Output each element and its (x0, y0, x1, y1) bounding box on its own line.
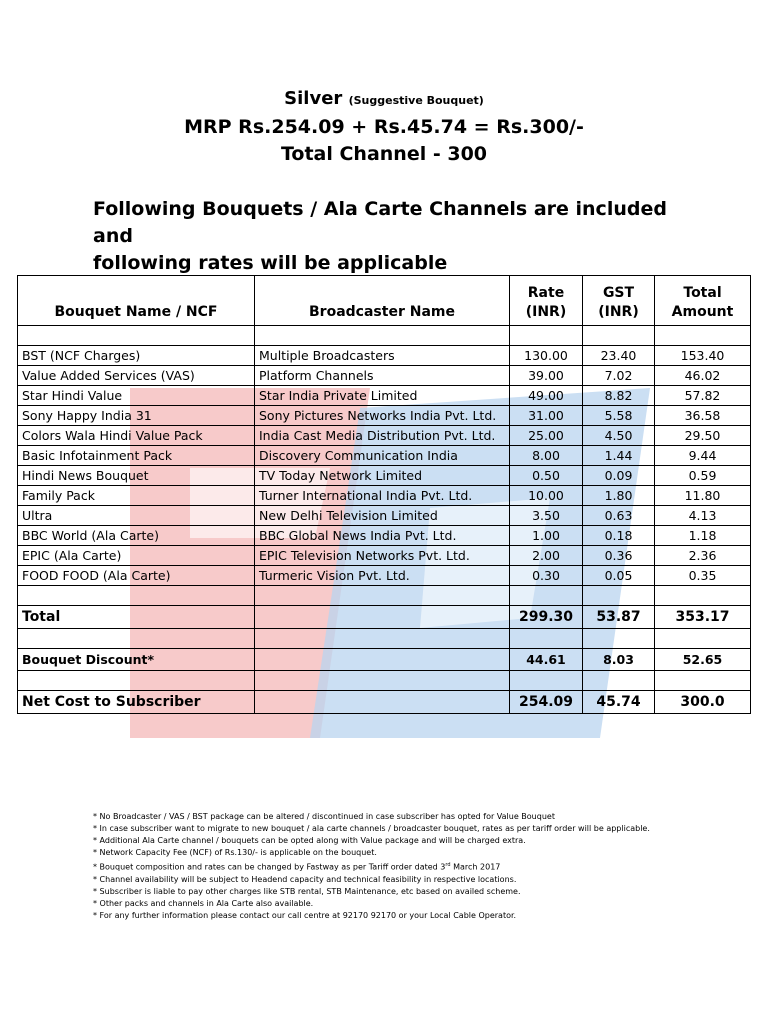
total-row (18, 606, 751, 629)
net-gst: 45.74 (583, 691, 655, 714)
bouquet-name: Family Pack (18, 486, 255, 506)
table-row (18, 446, 751, 466)
rate-value: 130.00 (510, 346, 583, 366)
rate-value: 3.50 (510, 506, 583, 526)
footnote: * No Broadcaster / VAS / BST package can be altered / discontinued in case subscriber has opted for Value Bouquet (93, 812, 555, 821)
net-rate: 254.09 (510, 691, 583, 714)
header-gst-line1: GST (602, 285, 635, 301)
broadcaster-name: BBC Global News India Pvt. Ltd. (255, 526, 510, 546)
table-row (18, 526, 751, 546)
header-gst-line2: (INR) (598, 304, 639, 320)
broadcaster-name: EPIC Television Networks Pvt. Ltd. (255, 546, 510, 566)
rate-value: 8.00 (510, 446, 583, 466)
total-value: 46.02 (655, 366, 751, 386)
broadcaster-name: Multiple Broadcasters (255, 346, 510, 366)
total-value: 36.58 (655, 406, 751, 426)
header-rate-line2: (INR) (525, 304, 567, 320)
total-value: 9.44 (655, 446, 751, 466)
gst-value: 23.40 (583, 346, 655, 366)
intro-line-1: Following Bouquets / Ala Carte Channels are included and (93, 198, 667, 247)
broadcaster-name: TV Today Network Limited (255, 466, 510, 486)
table-header-row (18, 276, 751, 326)
footnote: * Other packs and channels in Ala Carte also available. (93, 898, 314, 908)
total-gst: 53.87 (583, 606, 655, 629)
header-total (655, 276, 751, 326)
spacer-row (18, 629, 751, 649)
discount-row (18, 649, 751, 671)
discount-total: 52.65 (655, 649, 751, 671)
total-label: Total (18, 606, 255, 629)
rate-value: 0.30 (510, 566, 583, 586)
bouquet-name: Sony Happy India 31 (18, 406, 255, 426)
header-broadcaster: Broadcaster Name (255, 276, 510, 326)
net-cost-row (18, 691, 751, 714)
discount-rate: 44.61 (510, 649, 583, 671)
gst-value: 7.02 (583, 366, 655, 386)
footnote-sup: rd (445, 862, 451, 868)
bouquet-name: Star Hindi Value (18, 386, 255, 406)
gst-value: 1.44 (583, 446, 655, 466)
broadcaster-name: India Cast Media Distribution Pvt. Ltd. (255, 426, 510, 446)
total-value: 0.59 (655, 466, 751, 486)
gst-value: 0.09 (583, 466, 655, 486)
footnote: * Network Capacity Fee (NCF) of Rs.130/- is applicable on the bouquet. (93, 848, 377, 857)
bouquet-name: Hindi News Bouquet (18, 466, 255, 486)
table-row (18, 386, 751, 406)
total-value: 1.18 (655, 526, 751, 546)
rate-value: 39.00 (510, 366, 583, 386)
rates-table (17, 275, 751, 714)
table-row (18, 426, 751, 446)
header-total-line2: Amount (671, 304, 734, 320)
plan-name: Silver (284, 88, 343, 109)
bouquet-name: Ultra (18, 506, 255, 526)
footnote-text: * Bouquet composition and rates can be changed by Fastway as per Tariff order dated 3 (93, 862, 446, 872)
total-amount: 353.17 (655, 606, 751, 629)
plan-note: (Suggestive Bouquet) (348, 94, 484, 107)
bouquet-name: FOOD FOOD (Ala Carte) (18, 566, 255, 586)
discount-label: Bouquet Discount* (18, 649, 255, 671)
header-rate-line1: Rate (527, 285, 565, 301)
total-rate: 299.30 (510, 606, 583, 629)
plan-title (0, 88, 768, 109)
gst-value: 0.63 (583, 506, 655, 526)
gst-value: 0.36 (583, 546, 655, 566)
total-value: 29.50 (655, 426, 751, 446)
broadcaster-name: New Delhi Television Limited (255, 506, 510, 526)
table-row (18, 486, 751, 506)
discount-gst: 8.03 (583, 649, 655, 671)
footnote (93, 859, 753, 874)
bouquet-name: BBC World (Ala Carte) (18, 526, 255, 546)
bouquet-name: Value Added Services (VAS) (18, 366, 255, 386)
footnote-text: March 2017 (450, 862, 501, 872)
footnote: * Subscriber is liable to pay other charges like STB rental, STB Maintenance, etc based on availed scheme. (93, 886, 521, 896)
table-row (18, 346, 751, 366)
broadcaster-name: Turmeric Vision Pvt. Ltd. (255, 566, 510, 586)
table-row (18, 466, 751, 486)
bouquet-name: Colors Wala Hindi Value Pack (18, 426, 255, 446)
broadcaster-name: Star India Private Limited (255, 386, 510, 406)
total-value: 57.82 (655, 386, 751, 406)
bouquet-name: Basic Infotainment Pack (18, 446, 255, 466)
rate-value: 31.00 (510, 406, 583, 426)
rate-value: 0.50 (510, 466, 583, 486)
spacer-row (18, 671, 751, 691)
gst-value: 5.58 (583, 406, 655, 426)
gst-value: 8.82 (583, 386, 655, 406)
bouquet-name: BST (NCF Charges) (18, 346, 255, 366)
intro-text (93, 196, 693, 277)
rate-value: 1.00 (510, 526, 583, 546)
total-value: 2.36 (655, 546, 751, 566)
table-row (18, 366, 751, 386)
footnote: * Channel availability will be subject to Headend capacity and technical feasibility in respective locations. (93, 874, 517, 884)
rate-value: 25.00 (510, 426, 583, 446)
footnotes (93, 811, 753, 922)
table-row (18, 566, 751, 586)
table-row (18, 546, 751, 566)
footnote: * In case subscriber want to migrate to new bouquet / ala carte channels / broadcaster bouquet, rates as per tariff order will be applicable. (93, 824, 650, 833)
spacer-row (18, 586, 751, 606)
header-total-line1: Total (683, 285, 722, 301)
gst-value: 1.80 (583, 486, 655, 506)
total-value: 153.40 (655, 346, 751, 366)
header-bouquet: Bouquet Name / NCF (18, 276, 255, 326)
total-value: 4.13 (655, 506, 751, 526)
broadcaster-name: Discovery Communication India (255, 446, 510, 466)
mrp-line: MRP Rs.254.09 + Rs.45.74 = Rs.300/- (184, 116, 584, 138)
spacer-row (18, 326, 751, 346)
total-value: 11.80 (655, 486, 751, 506)
table-row (18, 406, 751, 426)
gst-value: 0.18 (583, 526, 655, 546)
gst-value: 0.05 (583, 566, 655, 586)
header-rate (510, 276, 583, 326)
net-total: 300.0 (655, 691, 751, 714)
rate-value: 49.00 (510, 386, 583, 406)
net-cost-label: Net Cost to Subscriber (18, 691, 255, 714)
intro-line-2: following rates will be applicable (93, 252, 448, 274)
table-row (18, 506, 751, 526)
header-gst (583, 276, 655, 326)
bouquet-name: EPIC (Ala Carte) (18, 546, 255, 566)
rate-value: 10.00 (510, 486, 583, 506)
rate-value: 2.00 (510, 546, 583, 566)
broadcaster-name: Turner International India Pvt. Ltd. (255, 486, 510, 506)
broadcaster-name: Platform Channels (255, 366, 510, 386)
footnote: * For any further information please contact our call centre at 92170 92170 or your Local Cable Operator. (93, 910, 517, 920)
footnote: * Additional Ala Carte channel / bouquets can be opted along with Value package and will be charged extra. (93, 836, 526, 845)
gst-value: 4.50 (583, 426, 655, 446)
broadcaster-name: Sony Pictures Networks India Pvt. Ltd. (255, 406, 510, 426)
total-value: 0.35 (655, 566, 751, 586)
channel-count-line: Total Channel - 300 (280, 143, 488, 165)
